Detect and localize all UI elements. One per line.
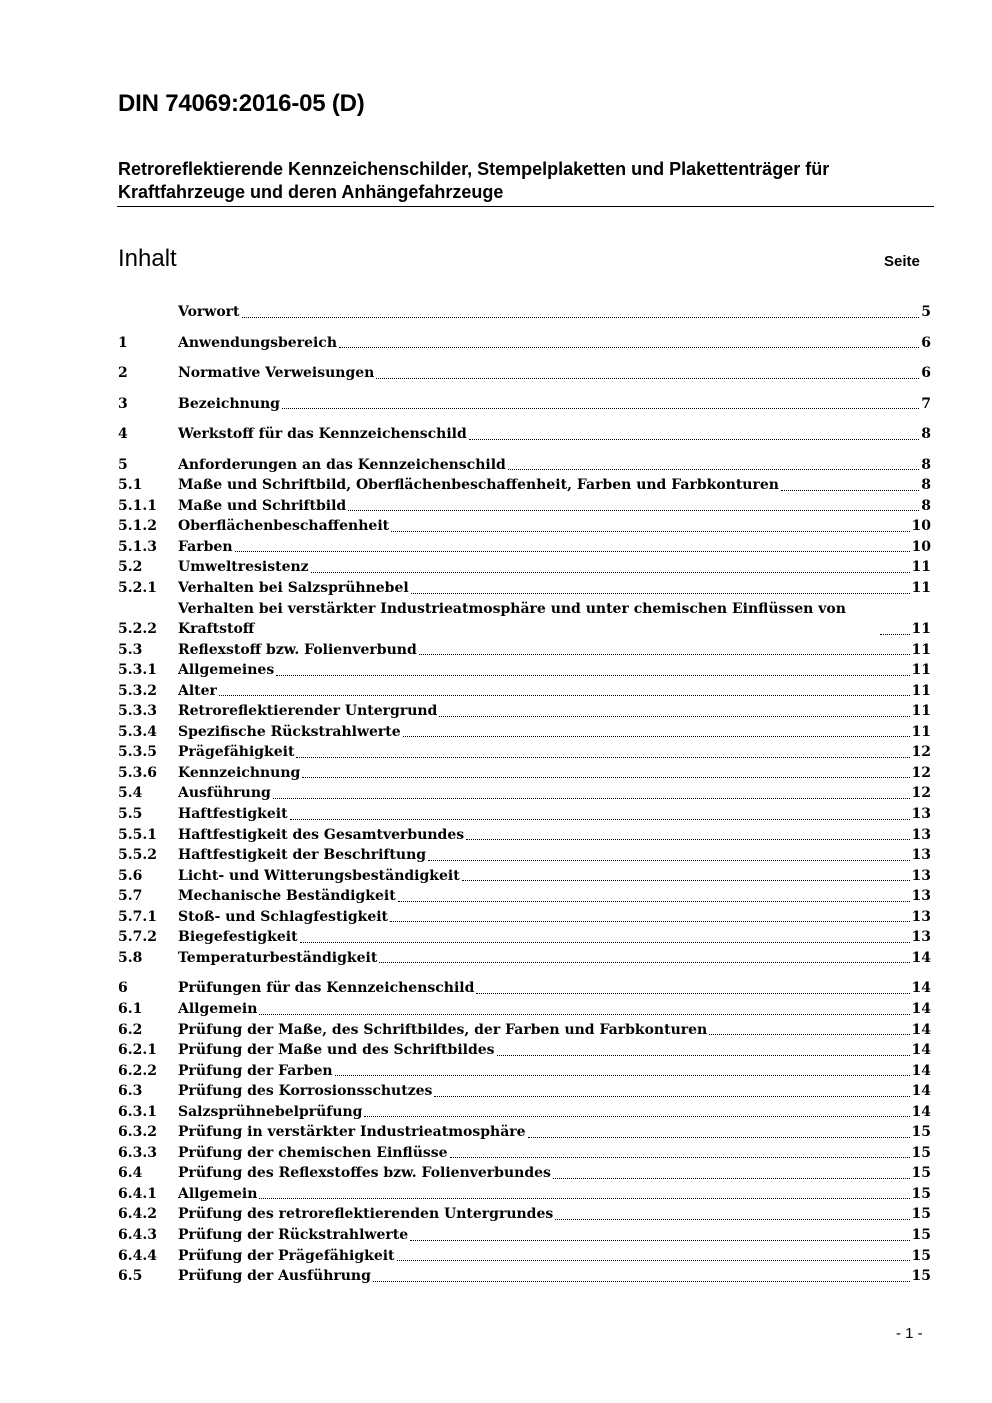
toc-leader-dots <box>219 695 910 696</box>
toc-entry-number: 5.3.6 <box>118 764 157 781</box>
toc-entry-page: 14 <box>911 1021 931 1038</box>
toc-entry-title: Reflexstoff bzw. Folienverbund <box>178 641 417 658</box>
title-divider <box>117 206 934 207</box>
toc-entry-page: 15 <box>911 1268 931 1285</box>
toc-entry-page: 14 <box>911 1083 931 1100</box>
toc-entry[interactable] <box>118 1081 931 1102</box>
toc-entry-page: 15 <box>911 1226 931 1243</box>
toc-entry-title-wrap <box>178 1061 912 1082</box>
toc-entry-title-wrap <box>178 978 912 999</box>
toc-entry-page: 12 <box>911 764 931 781</box>
toc-entry-page: 11 <box>911 559 931 576</box>
toc-entry-number: 6.4.2 <box>118 1206 157 1223</box>
toc-entry-title-wrap <box>178 866 912 887</box>
toc-entry[interactable] <box>118 537 931 558</box>
toc-entry-title: Werkstoff für das Kennzeichenschild <box>178 426 467 443</box>
toc-entry-number: 5.7.2 <box>118 929 157 946</box>
document-title: DIN 74069:2016-05 (D) <box>118 90 365 117</box>
toc-entry-number: 5.4 <box>118 785 143 802</box>
toc-entry-number: 5.6 <box>118 867 143 884</box>
toc-entry-number: 5.3.5 <box>118 744 157 761</box>
toc-entry-page: 15 <box>911 1124 931 1141</box>
toc-entry-title: Alter <box>178 682 217 699</box>
toc-entry-page: 12 <box>911 744 931 761</box>
toc-entry-title: Verhalten bei Salzsprühnebel <box>178 580 409 597</box>
toc-entry-title: Biegefestigkeit <box>178 929 298 946</box>
toc-entry-title-wrap <box>178 333 921 354</box>
toc-entry-title-wrap <box>178 1122 912 1143</box>
toc-entry-title-wrap <box>178 302 921 323</box>
toc-entry-title: Haftfestigkeit des Gesamtverbundes <box>178 826 465 843</box>
toc-entry-page: 14 <box>911 949 931 966</box>
toc-leader-dots <box>403 736 910 737</box>
toc-leader-dots <box>339 347 919 348</box>
toc-entry-number: 6.4.4 <box>118 1247 157 1264</box>
toc-leader-dots <box>434 1096 909 1097</box>
toc-entry-title-wrap <box>178 845 912 866</box>
toc-leader-dots <box>555 1219 909 1220</box>
toc-entry[interactable] <box>118 1184 931 1205</box>
toc-entry-title-wrap <box>178 742 912 763</box>
toc-leader-dots <box>469 439 919 440</box>
toc-leader-dots <box>376 378 919 379</box>
toc-entry[interactable] <box>118 660 931 681</box>
toc-entry-title-wrap <box>178 516 912 537</box>
toc-entry-title: Anforderungen an das Kennzeichenschild <box>178 456 506 473</box>
toc-entry[interactable] <box>118 1163 931 1184</box>
toc-entry[interactable] <box>118 845 931 866</box>
toc-entry-title-wrap <box>178 948 912 969</box>
toc-entry-title: Maße und Schriftbild, Oberflächenbeschaffenheit, Farben und Farbkonturen <box>178 477 779 494</box>
toc-entry-number: 6.2.2 <box>118 1062 157 1079</box>
toc-entry-page: 14 <box>911 1042 931 1059</box>
toc-entry-page: 8 <box>921 426 931 443</box>
toc-entry-number: 6.1 <box>118 1000 143 1017</box>
toc-leader-dots <box>259 1198 909 1199</box>
toc-leader-dots <box>302 777 909 778</box>
toc-leader-dots <box>709 1034 909 1035</box>
toc-entry[interactable] <box>118 394 931 415</box>
toc-entry[interactable] <box>118 1225 931 1246</box>
toc-entry-title: Prüfung des retroreflektierenden Untergrundes <box>178 1206 554 1223</box>
toc-entry-number: 5.3.3 <box>118 703 157 720</box>
toc-leader-dots <box>296 757 909 758</box>
toc-leader-dots <box>439 716 909 717</box>
toc-entry-page: 13 <box>911 888 931 905</box>
toc-leader-dots <box>282 408 919 409</box>
toc-entry-title-wrap <box>178 496 921 517</box>
toc-entry-number: 2 <box>118 365 128 382</box>
toc-entry-title-wrap <box>178 999 912 1020</box>
toc-entry-page: 11 <box>911 703 931 720</box>
toc-entry-page: 7 <box>921 395 931 412</box>
toc-leader-dots <box>419 654 910 655</box>
toc-entry[interactable] <box>118 1102 931 1123</box>
toc-entry-number: 6.4.3 <box>118 1226 157 1243</box>
toc-entry-title: Retroreflektierender Untergrund <box>178 703 438 720</box>
toc-entry-title-wrap <box>178 394 921 415</box>
toc-entry-title: Prüfung des Reflexstoffes bzw. Folienverbundes <box>178 1165 551 1182</box>
toc-entry-page: 15 <box>911 1144 931 1161</box>
toc-entry-page: 14 <box>911 1103 931 1120</box>
toc-entry-title-wrap <box>178 886 912 907</box>
toc-entry-title: Prüfung der chemischen Einflüsse <box>178 1144 448 1161</box>
toc-entry-number: 5.2 <box>118 559 143 576</box>
toc-entry-page: 15 <box>911 1206 931 1223</box>
toc-entry-title-wrap <box>178 1246 912 1267</box>
toc-entry[interactable] <box>118 302 931 323</box>
toc-entry-title: Prüfung des Korrosionsschutzes <box>178 1083 433 1100</box>
toc-leader-dots <box>553 1178 910 1179</box>
toc-entry-title-wrap <box>178 804 912 825</box>
toc-entry[interactable] <box>118 825 931 846</box>
toc-entry[interactable] <box>118 496 931 517</box>
toc-entry-title: Verhalten bei verstärkter Industrieatmosphäre und unter chemischen Einflüssen von Kraftstoff <box>178 600 846 638</box>
toc-entry-number: 6.3.2 <box>118 1124 157 1141</box>
toc-entry-title: Ausführung <box>178 785 271 802</box>
toc-leader-dots <box>273 798 910 799</box>
toc-entry-number: 5.7.1 <box>118 908 157 925</box>
toc-entry-page: 11 <box>911 682 931 699</box>
toc-leader-dots <box>450 1157 910 1158</box>
toc-entry[interactable] <box>118 948 931 969</box>
toc-entry-number: 6.3.1 <box>118 1103 157 1120</box>
toc-entry-title: Licht- und Witterungsbeständigkeit <box>178 867 460 884</box>
toc-leader-dots <box>290 819 910 820</box>
toc-entry-page: 14 <box>911 1000 931 1017</box>
toc-leader-dots <box>348 510 919 511</box>
toc-entry-title: Allgemein <box>178 1185 258 1202</box>
toc-leader-dots <box>428 860 909 861</box>
toc-leader-dots <box>235 551 910 552</box>
toc-entry-number: 5.8 <box>118 949 143 966</box>
toc-entry-title: Kennzeichnung <box>178 764 301 781</box>
toc-entry-title: Prüfung der Farben <box>178 1062 333 1079</box>
toc-leader-dots <box>397 1260 910 1261</box>
toc-entry[interactable] <box>118 681 931 702</box>
toc-entry-title: Prüfung der Prägefähigkeit <box>178 1247 395 1264</box>
toc-entry-number: 6.4 <box>118 1165 143 1182</box>
toc-leader-dots <box>373 1281 910 1282</box>
toc-entry-title: Temperaturbeständigkeit <box>178 949 378 966</box>
toc-entry-number: 5.1 <box>118 477 143 494</box>
toc-entry[interactable] <box>118 886 931 907</box>
toc-entry-number: 3 <box>118 395 128 412</box>
toc-leader-dots <box>880 634 910 635</box>
toc-leader-dots <box>398 901 910 902</box>
toc-entry-title-wrap <box>178 424 921 445</box>
toc-leader-dots <box>781 490 919 491</box>
toc-entry-page: 6 <box>921 365 931 382</box>
toc-entry-page: 13 <box>911 929 931 946</box>
toc-entry-title: Maße und Schriftbild <box>178 497 347 514</box>
toc-entry-title: Haftfestigkeit <box>178 806 288 823</box>
toc-entry-title: Anwendungsbereich <box>178 334 337 351</box>
toc-entry[interactable] <box>118 516 931 537</box>
toc-entry-page: 12 <box>911 785 931 802</box>
toc-entry-page: 8 <box>921 477 931 494</box>
toc-entry-page: 10 <box>911 518 931 535</box>
toc-heading: Inhalt <box>118 245 177 272</box>
toc-entry-title: Prüfung der Maße und des Schriftbildes <box>178 1042 495 1059</box>
toc-entry-number: 5.5.2 <box>118 847 157 864</box>
toc-entry-page: 13 <box>911 806 931 823</box>
toc-entry[interactable] <box>118 742 931 763</box>
toc-leader-dots <box>364 1116 909 1117</box>
toc-leader-dots <box>462 880 910 881</box>
toc-entry-title-wrap <box>178 907 912 928</box>
toc-entry-number: 6.3.3 <box>118 1144 157 1161</box>
toc-entry-page: 15 <box>911 1165 931 1182</box>
toc-entry[interactable] <box>118 363 931 384</box>
toc-entry[interactable] <box>118 333 931 354</box>
toc-entry[interactable] <box>118 475 931 496</box>
toc-entry-title: Allgemeines <box>178 662 275 679</box>
toc-entry-title: Salzsprühnebelprüfung <box>178 1103 363 1120</box>
toc-entry[interactable] <box>118 978 931 999</box>
toc-entry-page: 10 <box>911 538 931 555</box>
toc-entry-title: Prüfung der Maße, des Schriftbildes, der Farben und Farbkonturen <box>178 1021 708 1038</box>
toc-entry-title-wrap <box>178 1081 912 1102</box>
toc-leader-dots <box>508 469 919 470</box>
toc-entry-title-wrap <box>178 537 912 558</box>
toc-entry-page: 14 <box>911 980 931 997</box>
toc-leader-dots <box>259 1014 909 1015</box>
table-of-contents <box>118 302 931 1287</box>
toc-entry-title: Oberflächenbeschaffenheit <box>178 518 390 535</box>
toc-entry-title-wrap <box>178 701 912 722</box>
toc-entry-title-wrap <box>178 640 912 661</box>
toc-entry-title-wrap <box>178 578 912 599</box>
toc-entry-number: 6.2 <box>118 1021 143 1038</box>
toc-leader-dots <box>476 993 909 994</box>
toc-entry[interactable] <box>118 999 931 1020</box>
toc-entry-number: 1 <box>118 334 128 351</box>
toc-entry[interactable] <box>118 1246 931 1267</box>
toc-entry-number: 5.2.2 <box>118 621 157 638</box>
toc-entry-title: Umweltresistenz <box>178 559 309 576</box>
toc-leader-dots <box>311 572 910 573</box>
toc-entry-title-wrap <box>178 722 912 743</box>
toc-entry-title-wrap <box>178 927 912 948</box>
toc-entry[interactable] <box>118 1020 931 1041</box>
page-column-label: Seite <box>884 253 920 270</box>
toc-entry[interactable] <box>118 927 931 948</box>
toc-leader-dots <box>466 839 909 840</box>
toc-entry-title-wrap <box>178 1184 912 1205</box>
toc-entry[interactable] <box>118 1143 931 1164</box>
toc-entry[interactable] <box>118 763 931 784</box>
toc-entry-title-wrap <box>178 660 912 681</box>
toc-entry-title-wrap <box>178 1225 912 1246</box>
document-subtitle: Retroreflektierende Kennzeichenschilder, Stempelplaketten und Plakettenträger für Kraftfahrzeuge und deren Anhängefahrzeuge <box>118 159 830 202</box>
toc-entry[interactable] <box>118 455 931 476</box>
toc-entry-title-wrap <box>178 1143 912 1164</box>
toc-entry-title: Prüfung in verstärkter Industrieatmosphäre <box>178 1124 526 1141</box>
toc-entry-title: Stoß- und Schlagfestigkeit <box>178 908 389 925</box>
toc-leader-dots <box>390 921 909 922</box>
toc-entry-title-wrap <box>178 363 921 384</box>
toc-entry-title-wrap <box>178 1204 912 1225</box>
toc-entry-number: 5.5.1 <box>118 826 157 843</box>
toc-entry[interactable] <box>118 701 931 722</box>
toc-leader-dots <box>300 942 910 943</box>
toc-leader-dots <box>411 593 910 594</box>
toc-entry-page: 11 <box>911 621 931 638</box>
toc-entry-page: 6 <box>921 334 931 351</box>
toc-entry-title: Vorwort <box>178 304 240 320</box>
toc-entry-number: 4 <box>118 426 128 443</box>
toc-leader-dots <box>335 1075 910 1076</box>
toc-entry-number: 6.4.1 <box>118 1185 157 1202</box>
toc-entry[interactable] <box>118 722 931 743</box>
toc-entry-number: 5.1.1 <box>118 497 157 514</box>
toc-entry-number: 6.2.1 <box>118 1042 157 1059</box>
toc-entry-number: 5.3.2 <box>118 682 157 699</box>
toc-entry-page: 13 <box>911 908 931 925</box>
toc-entry-title-wrap <box>178 783 912 804</box>
toc-entry-title: Mechanische Beständigkeit <box>178 888 396 905</box>
page-number-footer: - 1 - <box>896 1325 923 1342</box>
toc-entry-title-wrap <box>178 1040 912 1061</box>
toc-leader-dots <box>379 962 909 963</box>
toc-entry[interactable] <box>118 599 931 640</box>
toc-entry-title: Bezeichnung <box>178 395 280 412</box>
toc-leader-dots <box>391 531 909 532</box>
toc-entry[interactable] <box>118 866 931 887</box>
toc-entry[interactable] <box>118 557 931 578</box>
toc-entry-title-wrap <box>178 1020 912 1041</box>
toc-entry-number: 5 <box>118 456 128 473</box>
toc-entry-title: Spezifische Rückstrahlwerte <box>178 723 401 740</box>
toc-entry-page: 13 <box>911 826 931 843</box>
toc-entry-title-wrap <box>178 475 921 496</box>
toc-entry-page: 14 <box>911 1062 931 1079</box>
toc-entry-title: Prüfung der Rückstrahlwerte <box>178 1226 409 1243</box>
toc-entry[interactable] <box>118 1266 931 1287</box>
toc-entry-number: 5.2.1 <box>118 580 157 597</box>
toc-entry-page: 13 <box>911 847 931 864</box>
toc-entry-number: 5.3 <box>118 641 143 658</box>
toc-entry-title-wrap <box>178 681 912 702</box>
toc-entry-page: 11 <box>911 580 931 597</box>
toc-entry[interactable] <box>118 907 931 928</box>
toc-entry[interactable] <box>118 1204 931 1225</box>
toc-entry-title: Prägefähigkeit <box>178 744 295 761</box>
toc-entry[interactable] <box>118 783 931 804</box>
toc-entry-title: Normative Verweisungen <box>178 365 375 382</box>
toc-leader-dots <box>497 1055 910 1056</box>
toc-entry-title-wrap <box>178 557 912 578</box>
toc-entry-page: 8 <box>921 456 931 473</box>
toc-entry-title: Haftfestigkeit der Beschriftung <box>178 847 427 864</box>
toc-entry[interactable] <box>118 640 931 661</box>
toc-entry-number: 5.1.2 <box>118 518 157 535</box>
toc-entry-number: 6 <box>118 980 128 997</box>
toc-entry[interactable] <box>118 1061 931 1082</box>
toc-entry-page: 15 <box>911 1247 931 1264</box>
toc-entry-number: 5.7 <box>118 888 143 905</box>
toc-entry-page: 11 <box>911 662 931 679</box>
toc-entry-page: 11 <box>911 723 931 740</box>
toc-entry[interactable] <box>118 804 931 825</box>
toc-entry-number: 5.5 <box>118 806 143 823</box>
toc-entry-title-wrap <box>178 825 912 846</box>
toc-entry-number: 5.3.4 <box>118 723 157 740</box>
toc-entry-title: Allgemein <box>178 1000 258 1017</box>
toc-entry-page: 13 <box>911 867 931 884</box>
toc-entry-title-wrap <box>178 763 912 784</box>
toc-entry-title: Prüfung der Ausführung <box>178 1268 371 1285</box>
toc-entry-page: 15 <box>911 1185 931 1202</box>
toc-entry-number: 5.1.3 <box>118 538 157 555</box>
toc-leader-dots <box>276 675 909 676</box>
toc-leader-dots <box>410 1240 909 1241</box>
toc-entry[interactable] <box>118 1122 931 1143</box>
toc-leader-dots <box>528 1137 910 1138</box>
toc-entry-number: 6.3 <box>118 1083 143 1100</box>
toc-leader-dots <box>242 317 920 318</box>
toc-entry-page: 8 <box>921 497 931 514</box>
toc-entry-title: Farben <box>178 538 233 555</box>
toc-entry[interactable] <box>118 424 931 445</box>
toc-entry-page: 11 <box>911 641 931 658</box>
toc-entry-title-wrap <box>178 1163 912 1184</box>
toc-entry-title: Prüfungen für das Kennzeichenschild <box>178 980 475 997</box>
toc-entry-number: 5.3.1 <box>118 662 157 679</box>
toc-entry-title-wrap <box>178 599 912 640</box>
toc-entry[interactable] <box>118 1040 931 1061</box>
toc-entry[interactable] <box>118 578 931 599</box>
toc-entry-title-wrap <box>178 1266 912 1287</box>
toc-entry-number: 6.5 <box>118 1268 143 1285</box>
toc-entry-title-wrap <box>178 455 921 476</box>
toc-entry-title-wrap <box>178 1102 912 1123</box>
toc-entry-page: 5 <box>921 304 931 320</box>
